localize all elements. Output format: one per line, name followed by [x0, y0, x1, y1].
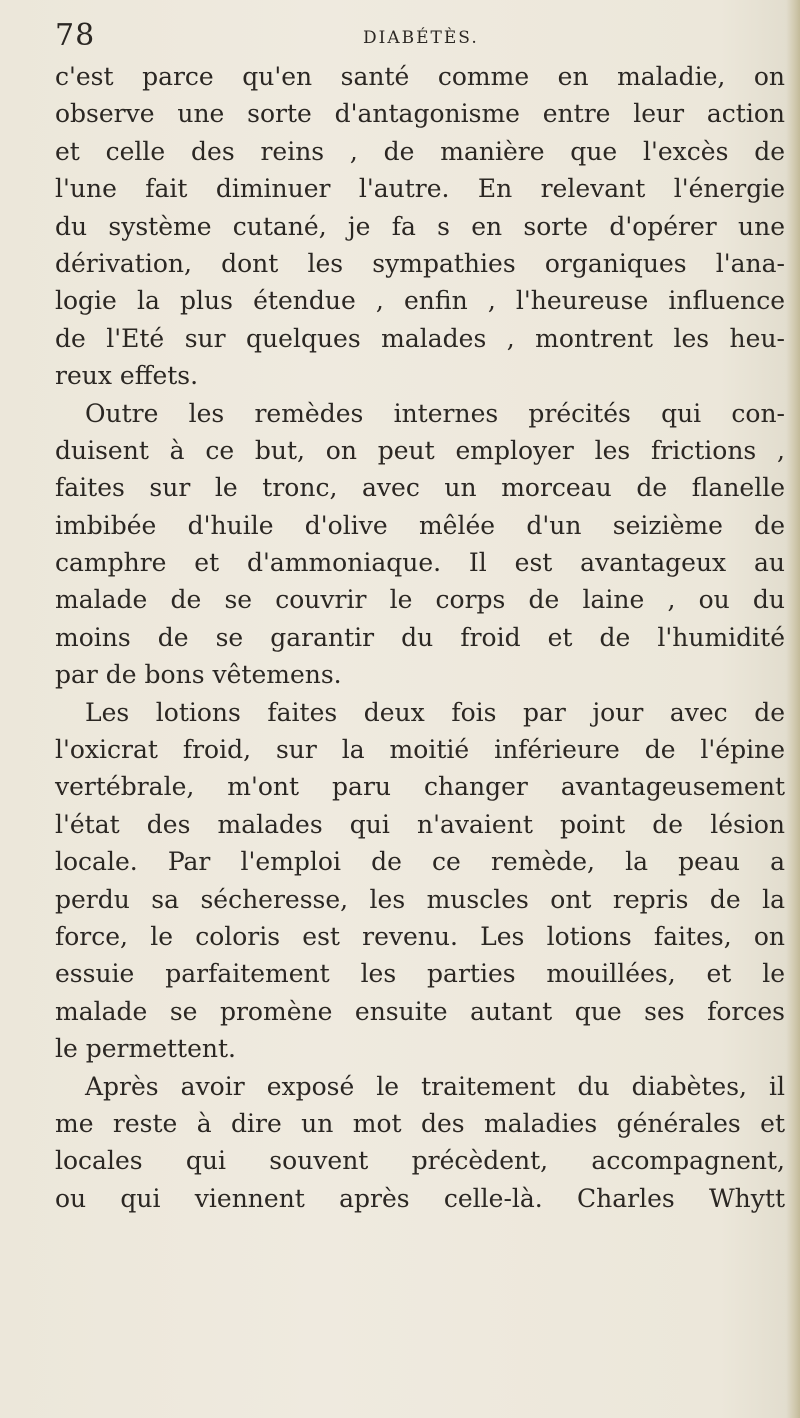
- text-line: perdu sa sécheresse, les muscles ont repris de la: [55, 884, 785, 914]
- body-text: [55, 58, 785, 1217]
- text-line: l'une fait diminuer l'autre. En relevant l'énergie: [55, 174, 785, 204]
- text-line: logie la plus étendue , enfin , l'heureuse influence: [55, 286, 785, 316]
- text-line: locale. Par l'emploi de ce remède, la peau a: [55, 847, 785, 877]
- text-line: force, le coloris est revenu. Les lotions faites, on: [55, 921, 785, 951]
- text-line: locales qui souvent précèdent, accompagnent,: [55, 1146, 785, 1176]
- text-line: vertébrale, m'ont paru changer avantageusement: [55, 772, 785, 802]
- text-line: le permettent.: [55, 1034, 236, 1064]
- text-line: par de bons vêtemens.: [55, 660, 342, 690]
- text-line: observe une sorte d'antagonisme entre leur action: [55, 99, 785, 129]
- text-line: moins de se garantir du froid et de l'humidité: [55, 622, 785, 652]
- page-header: [55, 18, 755, 58]
- page-edge-shadow: [786, 0, 800, 1418]
- text-line: c'est parce qu'en santé comme en maladie, on: [55, 62, 785, 91]
- running-head: DIABÉTÈS.: [363, 28, 479, 48]
- paragraph-start-line: Les lotions faites deux fois par jour avec de: [85, 697, 785, 727]
- text-line: imbibée d'huile d'olive mêlée d'un seizième de: [55, 510, 785, 540]
- text-line: reux effets.: [55, 361, 199, 391]
- text-line: l'état des malades qui n'avaient point de lésion: [55, 809, 785, 839]
- text-line: camphre et d'ammoniaque. Il est avantageux au: [55, 548, 785, 578]
- text-line: duisent à ce but, on peut employer les frictions ,: [55, 435, 785, 465]
- text-line: malade de se couvrir le corps de laine , ou du: [55, 585, 785, 615]
- text-line: l'oxicrat froid, sur la moitié inférieure de l'épine: [55, 735, 785, 765]
- text-line: malade se promène ensuite autant que ses forces: [55, 996, 785, 1026]
- text-line: faites sur le tronc, avec un morceau de flanelle: [55, 473, 785, 503]
- text-line: et celle des reins , de manière que l'excès de: [55, 136, 785, 166]
- text-line: du système cutané, je fa s en sorte d'opérer une: [55, 211, 785, 241]
- page-number: 78: [55, 18, 96, 53]
- paragraph-start-line: Outre les remèdes internes précités qui con-: [85, 398, 785, 428]
- text-line: de l'Eté sur quelques malades , montrent les heu-: [55, 323, 785, 353]
- text-line: dérivation, dont les sympathies organiques l'ana-: [55, 248, 785, 278]
- text-line: essuie parfaitement les parties mouillées, et le: [55, 959, 785, 989]
- text-line: me reste à dire un mot des maladies générales et: [55, 1108, 785, 1138]
- text-line: ou qui viennent après celle-là. Charles Whytt: [55, 1183, 785, 1213]
- paragraph-start-line: Après avoir exposé le traitement du diabètes, il: [85, 1071, 785, 1101]
